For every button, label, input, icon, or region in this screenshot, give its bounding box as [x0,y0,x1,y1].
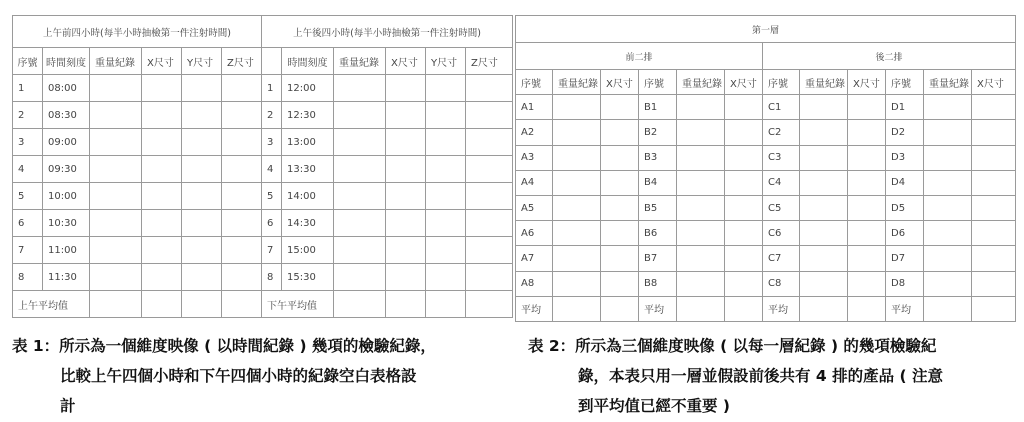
empty-cell [182,291,222,318]
empty-cell [222,75,262,102]
column-header: 序號 [763,70,800,95]
empty-cell [90,75,142,102]
empty-cell [677,120,725,145]
column-header: 重量紀錄 [924,70,972,95]
empty-cell [386,291,426,318]
table2-caption-line-1: 表 2：所示為三個維度映像 ( 以每一層紀錄 ) 的幾項檢驗紀 [528,337,937,355]
item-id: D3 [886,145,924,170]
column-header: 序號 [13,48,43,75]
empty-cell [601,195,639,220]
column-header: Z尺寸 [466,48,513,75]
row-number: 4 [13,156,43,183]
empty-cell [848,120,886,145]
empty-cell [924,271,972,296]
layer-title: 第一層 [516,16,1016,43]
empty-cell [386,156,426,183]
empty-cell [924,221,972,246]
time-cell: 10:00 [43,183,90,210]
empty-cell [924,120,972,145]
empty-cell [90,156,142,183]
time-cell: 11:00 [43,237,90,264]
column-header: X尺寸 [142,48,182,75]
empty-cell [848,271,886,296]
empty-cell [553,271,601,296]
empty-cell [222,129,262,156]
item-id: A4 [516,170,553,195]
empty-cell [142,183,182,210]
empty-cell [972,246,1016,271]
table2-caption-line-3: 到平均值已經不重要 ) [578,397,730,415]
empty-cell [90,183,142,210]
empty-cell [426,156,466,183]
empty-cell [601,145,639,170]
empty-cell [90,129,142,156]
empty-cell [725,120,763,145]
time-cell: 08:00 [43,75,90,102]
empty-cell [222,264,262,291]
empty-cell [466,183,513,210]
empty-cell [182,156,222,183]
time-cell: 12:30 [282,102,334,129]
column-header: 重量紀錄 [800,70,848,95]
empty-cell [222,210,262,237]
empty-cell [222,156,262,183]
empty-cell [848,145,886,170]
empty-cell [601,170,639,195]
row-number: 6 [262,210,282,237]
empty-cell [90,264,142,291]
empty-cell [386,75,426,102]
average-row [516,296,1016,321]
row-number: 1 [262,75,282,102]
row-number: 7 [262,237,282,264]
layer-record-table [515,15,1016,322]
column-header: 重量紀錄 [677,70,725,95]
empty-cell [386,210,426,237]
empty-cell [142,237,182,264]
empty-cell [90,210,142,237]
empty-cell [466,156,513,183]
column-header: 重量紀錄 [553,70,601,95]
row-number: 4 [262,156,282,183]
empty-cell [553,95,601,120]
item-id: A2 [516,120,553,145]
empty-cell [800,95,848,120]
empty-cell [426,75,466,102]
empty-cell [972,145,1016,170]
empty-cell [725,296,763,321]
empty-cell [466,291,513,318]
empty-cell [182,237,222,264]
table-row [13,237,513,264]
column-header: Y尺寸 [426,48,466,75]
table-row [516,120,1016,145]
empty-cell [972,195,1016,220]
empty-cell [142,102,182,129]
empty-cell [334,210,386,237]
empty-cell [222,291,262,318]
empty-cell [90,237,142,264]
item-id: D7 [886,246,924,271]
column-header: Z尺寸 [222,48,262,75]
column-header: 序號 [639,70,677,95]
column-header: X尺寸 [848,70,886,95]
empty-cell [553,221,601,246]
empty-cell [924,195,972,220]
empty-cell [334,102,386,129]
item-id: B7 [639,246,677,271]
item-id: A6 [516,221,553,246]
empty-cell [334,291,386,318]
empty-cell [182,129,222,156]
empty-cell [466,264,513,291]
empty-cell [142,75,182,102]
item-id: D6 [886,221,924,246]
column-header: 重量紀錄 [334,48,386,75]
row-number: 7 [13,237,43,264]
empty-cell [924,246,972,271]
empty-cell [677,296,725,321]
table1-caption-line-2: 比較上午四個小時和下午四個小時的紀錄空白表格設 [60,367,417,385]
time-cell: 10:30 [43,210,90,237]
empty-cell [182,102,222,129]
empty-cell [677,95,725,120]
empty-cell [800,221,848,246]
table-row [516,145,1016,170]
item-id: D4 [886,170,924,195]
empty-cell [972,120,1016,145]
empty-cell [334,237,386,264]
afternoon-average-label: 下午平均值 [262,291,334,318]
empty-cell [601,271,639,296]
empty-cell [848,170,886,195]
item-id: D1 [886,95,924,120]
empty-cell [677,195,725,220]
empty-cell [466,75,513,102]
item-id: B6 [639,221,677,246]
empty-cell [182,264,222,291]
empty-cell [182,75,222,102]
item-id: A1 [516,95,553,120]
empty-cell [466,210,513,237]
empty-cell [553,296,601,321]
table-row [516,246,1016,271]
item-id: B2 [639,120,677,145]
time-record-table [12,15,513,318]
empty-cell [142,291,182,318]
average-label: 平均 [639,296,677,321]
empty-cell [553,246,601,271]
item-id: B4 [639,170,677,195]
row-number: 6 [13,210,43,237]
empty-cell [334,75,386,102]
empty-cell [725,95,763,120]
row-number: 2 [262,102,282,129]
item-id: C2 [763,120,800,145]
item-id: B5 [639,195,677,220]
item-id: C6 [763,221,800,246]
average-row [13,291,513,318]
table-row [13,264,513,291]
item-id: C3 [763,145,800,170]
empty-cell [972,95,1016,120]
empty-cell [677,145,725,170]
table-row [13,183,513,210]
empty-cell [142,210,182,237]
empty-cell [90,291,142,318]
table-row [13,210,513,237]
empty-cell [601,246,639,271]
empty-cell [800,170,848,195]
empty-cell [677,271,725,296]
empty-cell [924,296,972,321]
empty-cell [222,183,262,210]
empty-cell [800,271,848,296]
column-header [262,48,282,75]
column-header: 序號 [516,70,553,95]
empty-cell [677,246,725,271]
empty-cell [848,296,886,321]
empty-cell [334,156,386,183]
empty-cell [142,264,182,291]
item-id: D2 [886,120,924,145]
morning-average-label: 上午平均值 [13,291,90,318]
empty-cell [222,237,262,264]
empty-cell [334,183,386,210]
empty-cell [466,129,513,156]
table-row [516,170,1016,195]
row-number: 5 [262,183,282,210]
empty-cell [466,102,513,129]
row-number: 3 [13,129,43,156]
empty-cell [601,120,639,145]
average-label: 平均 [886,296,924,321]
time-cell: 14:30 [282,210,334,237]
empty-cell [386,129,426,156]
empty-cell [800,296,848,321]
empty-cell [182,210,222,237]
empty-cell [725,195,763,220]
empty-cell [466,237,513,264]
empty-cell [924,95,972,120]
item-id: B3 [639,145,677,170]
empty-cell [601,296,639,321]
time-cell: 15:30 [282,264,334,291]
time-cell: 14:00 [282,183,334,210]
empty-cell [677,221,725,246]
item-id: C7 [763,246,800,271]
row-number: 5 [13,183,43,210]
empty-cell [972,296,1016,321]
empty-cell [90,102,142,129]
item-id: D5 [886,195,924,220]
column-header: X尺寸 [601,70,639,95]
item-id: C4 [763,170,800,195]
empty-cell [601,95,639,120]
time-cell: 09:30 [43,156,90,183]
column-header: X尺寸 [386,48,426,75]
column-header: 時間刻度 [43,48,90,75]
empty-cell [800,246,848,271]
time-cell: 15:00 [282,237,334,264]
empty-cell [334,129,386,156]
empty-cell [386,183,426,210]
empty-cell [972,271,1016,296]
table2-caption-line-2: 錄，本表只用一層並假設前後共有 4 排的產品 ( 注意 [578,367,943,385]
empty-cell [426,129,466,156]
table-row [13,75,513,102]
empty-cell [426,291,466,318]
table-row [516,271,1016,296]
table1-caption-line-1: 表 1：所示為一個維度映像 ( 以時間紀錄 ) 幾項的檢驗紀錄， [12,337,436,355]
empty-cell [725,221,763,246]
empty-cell [334,264,386,291]
item-id: A8 [516,271,553,296]
column-header: Y尺寸 [182,48,222,75]
item-id: C1 [763,95,800,120]
back-rows-title: 後二排 [763,43,1016,70]
empty-cell [142,156,182,183]
time-cell: 12:00 [282,75,334,102]
table-row [13,129,513,156]
column-header: 時間刻度 [282,48,334,75]
empty-cell [426,264,466,291]
empty-cell [426,183,466,210]
empty-cell [725,271,763,296]
empty-cell [924,145,972,170]
empty-cell [386,102,426,129]
empty-cell [426,102,466,129]
morning-section-title: 上午前四小時(每半小時抽檢第一件注射時間) [13,16,262,48]
table-row [516,221,1016,246]
empty-cell [972,221,1016,246]
row-number: 8 [262,264,282,291]
average-label: 平均 [516,296,553,321]
empty-cell [553,120,601,145]
item-id: A5 [516,195,553,220]
average-label: 平均 [763,296,800,321]
item-id: B8 [639,271,677,296]
empty-cell [800,120,848,145]
empty-cell [386,237,426,264]
empty-cell [426,210,466,237]
empty-cell [848,221,886,246]
time-cell: 13:30 [282,156,334,183]
row-number: 2 [13,102,43,129]
item-id: A3 [516,145,553,170]
empty-cell [677,170,725,195]
item-id: C5 [763,195,800,220]
empty-cell [972,170,1016,195]
empty-cell [848,246,886,271]
empty-cell [601,221,639,246]
empty-cell [553,170,601,195]
empty-cell [725,145,763,170]
time-cell: 11:30 [43,264,90,291]
empty-cell [553,195,601,220]
empty-cell [386,264,426,291]
column-header: 序號 [886,70,924,95]
column-header: X尺寸 [972,70,1016,95]
item-id: B1 [639,95,677,120]
time-cell: 08:30 [43,102,90,129]
time-cell: 09:00 [43,129,90,156]
afternoon-section-title: 上午後四小時(每半小時抽檢第一件注射時間) [262,16,513,48]
table-row [13,156,513,183]
empty-cell [553,145,601,170]
item-id: A7 [516,246,553,271]
table-row [516,195,1016,220]
table-row [516,95,1016,120]
empty-cell [848,195,886,220]
table-row [13,102,513,129]
table2-caption [528,330,1018,422]
empty-cell [725,246,763,271]
row-number: 1 [13,75,43,102]
time-cell: 13:00 [282,129,334,156]
empty-cell [182,183,222,210]
column-header: 重量紀錄 [90,48,142,75]
item-id: C8 [763,271,800,296]
column-header: X尺寸 [725,70,763,95]
empty-cell [924,170,972,195]
empty-cell [426,237,466,264]
row-number: 3 [262,129,282,156]
empty-cell [222,102,262,129]
table1-caption-line-3: 計 [60,397,76,415]
table1-caption [12,330,512,422]
empty-cell [800,145,848,170]
item-id: D8 [886,271,924,296]
empty-cell [725,170,763,195]
empty-cell [800,195,848,220]
empty-cell [142,129,182,156]
front-rows-title: 前二排 [516,43,763,70]
row-number: 8 [13,264,43,291]
empty-cell [848,95,886,120]
